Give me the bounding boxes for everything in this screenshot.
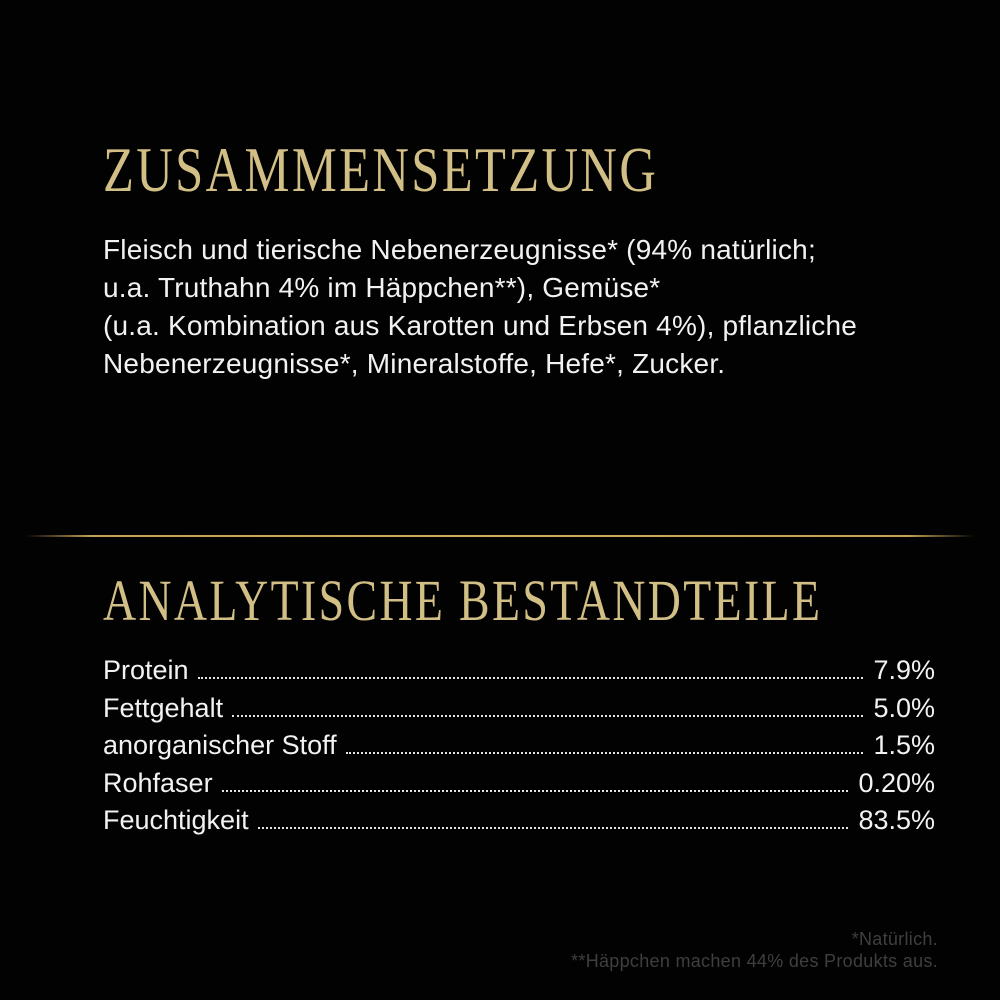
row-value: 5.0% <box>873 692 935 723</box>
footnote-natural: *Natürlich. <box>851 929 938 949</box>
dot-leader <box>258 827 849 829</box>
row-label: Protein <box>103 655 189 685</box>
analytical-table <box>103 655 935 843</box>
dot-leader <box>222 790 849 792</box>
footnote-chunks: **Häppchen machen 44% des Produkts aus. <box>571 951 938 971</box>
table-row <box>103 693 935 731</box>
composition-heading <box>103 134 806 205</box>
dot-leader <box>198 677 864 679</box>
composition-line: Nebenerzeugnisse*, Mineralstoffe, Hefe*, Zucker. <box>103 348 726 379</box>
row-value: 7.9% <box>873 655 935 685</box>
analytical-heading-text: ANALYTISCHE BESTANDTEILE <box>103 568 823 633</box>
dot-leader <box>346 752 864 754</box>
row-value: 1.5% <box>873 730 935 761</box>
row-label: Rohfaser <box>103 767 213 798</box>
row-label: Feuchtigkeit <box>103 805 249 836</box>
row-label: Fettgehalt <box>103 692 224 723</box>
row-value: 0.20% <box>858 767 935 798</box>
composition-heading-text: ZUSAMMENSETZUNG <box>103 134 659 205</box>
table-row <box>103 768 935 806</box>
analytical-heading <box>103 568 1000 633</box>
table-row <box>103 805 935 843</box>
composition-line: u.a. Truthahn 4% im Häppchen**), Gemüse* <box>103 272 661 303</box>
gold-divider <box>25 535 975 537</box>
row-label: anorganischer Stoff <box>103 730 337 761</box>
table-row <box>103 730 935 768</box>
row-value: 83.5% <box>858 805 935 836</box>
composition-paragraph <box>103 231 933 383</box>
composition-line: Fleisch und tierische Nebenerzeugnisse* (94% natürlich; <box>103 234 816 265</box>
composition-line: (u.a. Kombination aus Karotten und Erbsen 4%), pflanzliche <box>103 310 858 341</box>
table-row <box>103 655 935 693</box>
footnotes <box>571 928 938 972</box>
dot-leader <box>232 715 863 717</box>
